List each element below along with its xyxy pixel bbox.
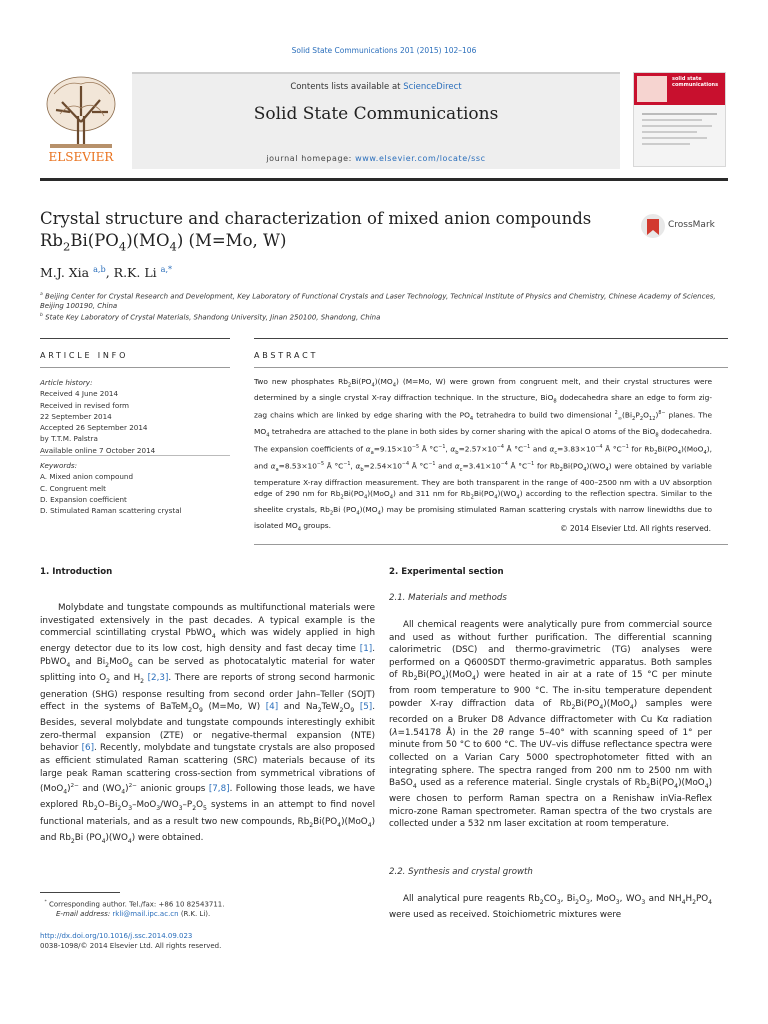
journal-header [132,72,620,169]
author-li[interactable]: R.K. Li [113,265,157,281]
subsection-heading-synthesis: 2.2. Synthesis and crystal growth [389,867,533,877]
abstract-heading: ABSTRACT [254,351,319,360]
history-item: Received 4 June 2014 [40,389,119,399]
article-title: Crystal structure and characterization of mixed anion compounds $Rb_2Bi(PO_4)(MO_4)$ (M=Mo, W) [40,209,592,254]
rule [254,338,728,339]
abstract-text: Two new phosphates $Rb_2Bi(PO_4)(MO_4)$ (M=Mo, W) were grown from congruent melt, and their crystal structures were determined by a single crystal X-ray diffraction technique. In the structure, BiO$_8$ dodecahedra share an edge to form zig-zag chains which are linked by edge sharing with the $PO_4$ tetrahedra to build two dimensional $^2_\infty(Bi_2P_2O_{12})^{8-}$ planes. The $MO_4$ tetrahedra are attached to the plane in both sides by corner sharing with the apical O atoms of the BiO$_8$ dodecahedra. The expansion coefficients of $\alpha_a=9.15\times 10^{-5}$ Å $^\circ C^{-1}$, $\alpha_b=2.57\times 10^{-4}$ Å $^\circ C^{-1}$ and $\alpha_c=3.83\times 10^{-4}$ Å $^\circ C^{-1}$ for $Rb_2Bi(PO_4)(MoO_4)$, and $\alpha_a=8.53\times 10^{-5}$ Å $^\circ C^{-1}$, $\alpha_b=2.54\times 10^{-4}$ Å $^\circ C^{-1}$ and $\alpha_c=3.41\times 10^{-4}$ Å $^\circ C^{-1}$ for $Rb_2Bi(PO_4)(WO_4)$ were obtained by variable temperature X-ray diffraction measurement. They are both transparent in the range of 400–2500 nm with a UV absorption edge of 290 nm for $Rb_2Bi(PO_4)(MoO_4)$ and 311 nm for $Rb_2Bi(PO_4)(WO_4)$ according to the reflection spectra. Similar to the sheelite crystals, $Rb_2Bi$ $(PO_4)(MO_4)$ may be promising stimulated Raman scattering crystals with narrow linewidths due to isolated $MO_4$ groups. [254,377,713,533]
affiliations: $^a$ Beijing Center for Crystal Research and Development, Key Laboratory of Functional Crystals and Laser Technology, Technical Institute of Physics and Chemistry, Chinese Academy of Sciences, Beijing 100190, China $^b$ State Key Laboratory of Crystal Materials, Shandong University, Jinan 250100, Shandong, China [40,292,716,322]
ref-link[interactable]: [1] [359,644,373,655]
keyword-item: D. Stimulated Raman scattering crystal [40,506,182,516]
section-heading-experimental: 2. Experimental section [389,567,504,577]
section-heading-introduction: 1. Introduction [40,567,113,577]
rule [40,367,230,368]
rule [40,455,230,456]
contents-available: Contents lists available at ScienceDirect [290,82,462,92]
affiliation-b: State Key Laboratory of Crystal Materials, Shandong University, Jinan 250100, Shandong, China [45,313,381,322]
history-item: Accepted 26 September 2014 [40,423,148,433]
doi-block [40,931,221,951]
ref-link[interactable]: [4] [265,702,279,713]
rule [40,338,230,339]
crossmark-label[interactable]: CrossMark [668,220,715,230]
sciencedirect-link[interactable]: ScienceDirect [403,82,462,92]
history-item: by T.T.M. Palstra [40,434,98,444]
doi-link[interactable]: http://dx.doi.org/10.1016/j.ssc.2014.09.023 [40,932,193,940]
article-history: Article history: Received 4 June 2014 Received in revised form 22 September 2014 Accepted 26 September 2014 by T.T.M. Palstra Available online 7 October 2014 [40,377,230,456]
rule [254,367,728,368]
keyword-item: A. Mixed anion compound [40,472,134,482]
intro-paragraph: Molybdate and tungstate compounds as multifunctional materials were investigated extensively in the past decades. A typical example is the commercial scintillating crystal PbWO$_4$ which was widely applied in high energy detector due to its low cost, high density and fast decay time [1]. PbWO$_4$ and $Bi_2MoO_6$ can be served as photocatalytic material for water splitting into $O_2$ and $H_2$ [2,3]. There are reports of strong second harmonic generation (SHG) response resulting from second order Jahn–Teller (SOJT) effect in the systems of $BaTeM_2O_9$ (M=Mo, W) [4] and $Na_2TeW_2O_9$ [5]. Besides, several molybdate and tungstate compounds interestingly exhibit zero-thermal expansion (ZTE) or negative-thermal expansion (NTE) behavior [6]. Recently, molybdate and tungstate crystals are also proposed as efficient stimulated Raman scattering (SRC) materials because of its large peak Raman scattering cross-section from symmetrical vibrations of $(MoO_4)^{2-}$ and $(WO_4)^{2-}$ anionic groups [7,8]. Following those leads, we have explored $Rb_2O-Bi_2O_3-MoO_3/WO_3-P_2O_5$ systems in an attempt to find novel functional materials, and as a result two new compounds, $Rb_2Bi(PO_4)(MoO_4)$ and $Rb_2Bi$ $(PO_4)(WO_4)$ were obtained. [40,603,376,845]
homepage-link[interactable]: www.elsevier.com/locate/ssc [355,154,486,163]
ref-link[interactable]: [6] [81,743,95,754]
abstract-copyright: © 2014 Elsevier Ltd. All rights reserved. [560,524,711,533]
author-xia[interactable]: M.J. Xia [40,265,90,281]
keywords: Keywords: A. Mixed anion compound C. Congruent melt D. Expansion coefficient D. Stimulated Raman scattering crystal [40,460,230,516]
keyword-item: C. Congruent melt [40,483,106,493]
subsection-heading-materials: 2.1. Materials and methods [389,593,507,603]
materials-paragraph: All chemical reagents were analytically pure from commercial source and used as without further purification. The differential scanning calorimetric (DSC) and thermo-gravimetric (TG) analyses were performed on a Q600SDT thermo-gravimetric apparatus. Both samples of $Rb_2Bi(PO_4)(MoO_4)$ were heated in air at a rate of 15 °C per minute from room temperature to 900 °C. The in-situ temperature dependent powder X-ray diffraction data of $Rb_2Bi(PO_4)(MoO_4)$ samples were recorded on a Bruker D8 Advance diffractometer with Cu Kα radiation (λ=1.54178 Å) in the 2θ range 5–40° with scanning speed of 1° per minute from 50 °C to 600 °C. The UV–vis diffuse reflectance spectra were collected on a Varian Cary 5000 spectrophotometer fitted with an integrating sphere. The spectra ranged from 200 nm to 2500 nm with BaSO$_4$ used as a reference material. Single crystals of $Rb_2Bi(PO_4)(MoO_4)$ were chosen to perform Raman spectra on a Renishaw inVia-Reflex micro-zone Raman spectrometer. Raman spectra of the two crystals are collected under a 532 nm laser excitation at room temperature. [389,620,712,830]
ref-link[interactable]: [7,8] [208,784,230,795]
author-list: M.J. Xia $^{a,b}$, R.K. Li $^{a,*}$ [40,264,173,281]
history-item: Available online 7 October 2014 [40,445,156,455]
author-li-affil[interactable]: a,* [160,264,173,274]
history-item: Received in revised form [40,400,130,410]
journal-homepage: journal homepage: www.elsevier.com/locate/ssc [266,154,486,163]
email-link[interactable]: rkli@mail.ipc.ac.cn [112,910,179,919]
journal-title: Solid State Communications [253,104,499,124]
footnote-rule [40,892,120,893]
elsevier-logo[interactable] [40,72,122,164]
history-item: 22 September 2014 [40,411,112,421]
ref-link[interactable]: [5] [359,702,373,713]
keyword-item: D. Expansion coefficient [40,494,127,504]
article-info-heading: ARTICLE INFO [40,351,129,360]
header-rule [40,178,728,181]
corresponding-author-footnote: * Corresponding author. Tel./fax: +86 10 82543711. E-mail address: rkli@mail.ipc.ac.cn (R.K. Li). [44,900,225,919]
synthesis-paragraph: All analytical pure reagents $Rb_2CO_3$, $Bi_2O_3$, MoO$_3$, $WO_3$ and $NH_4H_2PO_4$ were used as received. Stoichiometric mixtures were [389,894,713,921]
affiliation-a: Beijing Center for Crystal Research and Development, Key Laboratory of Functional Crystals and Laser Technology, Technical Institute of Physics and Chemistry, Chinese Academy of Sciences, Beijing 100190, China [40,292,716,311]
rule [254,544,728,545]
journal-reference[interactable]: Solid State Communications 201 (2015) 102–106 [291,46,477,55]
issn-line: 0038-1098/© 2014 Elsevier Ltd. All rights reserved. [40,942,222,950]
cover-title: solid state communications [672,76,719,88]
cover-image [637,76,667,102]
elsevier-wordmark: ELSEVIER [48,150,114,164]
author-xia-affil[interactable]: a,b [93,264,106,274]
ref-link[interactable]: [2,3] [147,673,169,684]
journal-cover[interactable] [633,72,726,167]
